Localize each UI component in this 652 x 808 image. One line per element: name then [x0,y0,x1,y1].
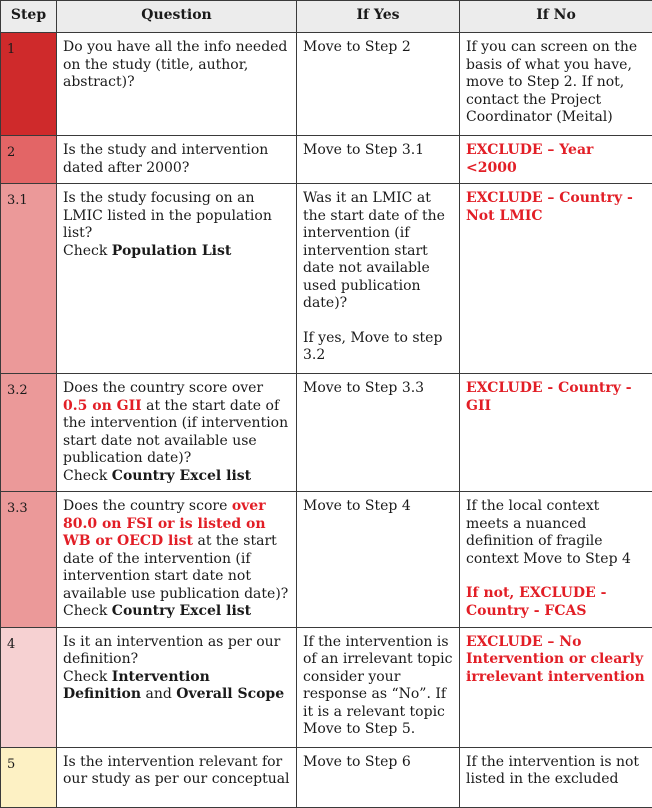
check-line [63,669,290,704]
yes-next-step: If yes, Move to step 3.2 [303,330,453,365]
if-yes-cell [297,184,460,374]
check-label: Check [63,669,112,685]
if-yes-cell: Move to Step 4 [297,492,460,628]
population-list-ref: Population List [112,243,232,259]
yes-text: Was it an LMIC at the start date of the intervention (if intervention start date not available used publication date)? [303,190,453,313]
spacer [303,313,453,330]
question-text-cont: at the start date of the intervention (if intervention start date not available use publication date)? [63,533,288,602]
if-no-cell [460,492,652,628]
if-yes-cell: Move to Step 2 [297,33,460,136]
and-text: and [141,686,176,702]
check-line [63,603,290,621]
header-if-yes: If Yes [297,1,460,33]
step-cell: 2 [1,136,57,184]
question-text: Does the country score over [63,380,263,396]
question-cell: Is the study and intervention dated after 2000? [57,136,297,184]
table-row [1,374,652,492]
step-cell: 3.1 [1,184,57,374]
if-yes-cell: Move to Step 6 [297,747,460,807]
fsi-threshold: over 80.0 on FSI or is listed on WB or OECD list [63,498,266,549]
question-cell [57,627,297,747]
intervention-definition-ref: Intervention Definition [63,669,210,703]
check-label: Check [63,468,112,484]
question-cell [57,184,297,374]
if-yes-cell: Move to Step 3.3 [297,374,460,492]
table-row [1,627,652,747]
header-if-no: If No [460,1,652,33]
overall-scope-ref: Overall Scope [176,686,284,702]
question-text: Does the country score [63,498,232,514]
country-excel-list-ref: Country Excel list [112,603,251,619]
table-row [1,492,652,628]
check-line [63,243,290,261]
check-label: Check [63,243,112,259]
no-text: If the local context meets a nuanced definition of fragile context Move to Step 4 [466,498,646,568]
gii-threshold: 0.5 on GII [63,398,142,414]
check-line [63,468,290,486]
if-no-cell: EXCLUDE – Country - Not LMIC [460,184,652,374]
question-cell [57,492,297,628]
if-no-cell: EXCLUDE – No Intervention or clearly irrelevant intervention [460,627,652,747]
header-question: Question [57,1,297,33]
if-no-cell: If you can screen on the basis of what you have, move to Step 2. If not, contact the Project Coordinator (Meital) [460,33,652,136]
step-cell: 3.2 [1,374,57,492]
if-no-cell: EXCLUDE - Country - GII [460,374,652,492]
exclude-text: If not, EXCLUDE - Country - FCAS [466,585,646,620]
if-yes-cell: If the intervention is of an irrelevant topic consider your response as “No”. If it is a relevant topic Move to Step 5. [297,627,460,747]
question-text: Is it an intervention as per our definition? [63,634,290,669]
table-row [1,33,652,136]
if-yes-cell: Move to Step 3.1 [297,136,460,184]
header-step: Step [1,1,57,33]
question-cell: Is the intervention relevant for our study as per our conceptual [57,747,297,807]
check-label: Check [63,603,112,619]
if-no-cell: If the intervention is not listed in the excluded [460,747,652,807]
question-text-cont: at the start date of the intervention (if intervention start date not available use publication date)? [63,398,288,467]
question-text: Is the study focusing on an LMIC listed in the population list? [63,190,272,241]
if-no-cell: EXCLUDE – Year <2000 [460,136,652,184]
step-cell: 1 [1,33,57,136]
table-row [1,184,652,374]
step-cell: 5 [1,747,57,807]
table-row [1,136,652,184]
question-cell: Do you have all the info needed on the study (title, author, abstract)? [57,33,297,136]
country-excel-list-ref: Country Excel list [112,468,251,484]
spacer [466,568,646,585]
table-row [1,747,652,807]
step-cell: 4 [1,627,57,747]
header-row [1,1,652,33]
question-cell [57,374,297,492]
step-cell: 3.3 [1,492,57,628]
